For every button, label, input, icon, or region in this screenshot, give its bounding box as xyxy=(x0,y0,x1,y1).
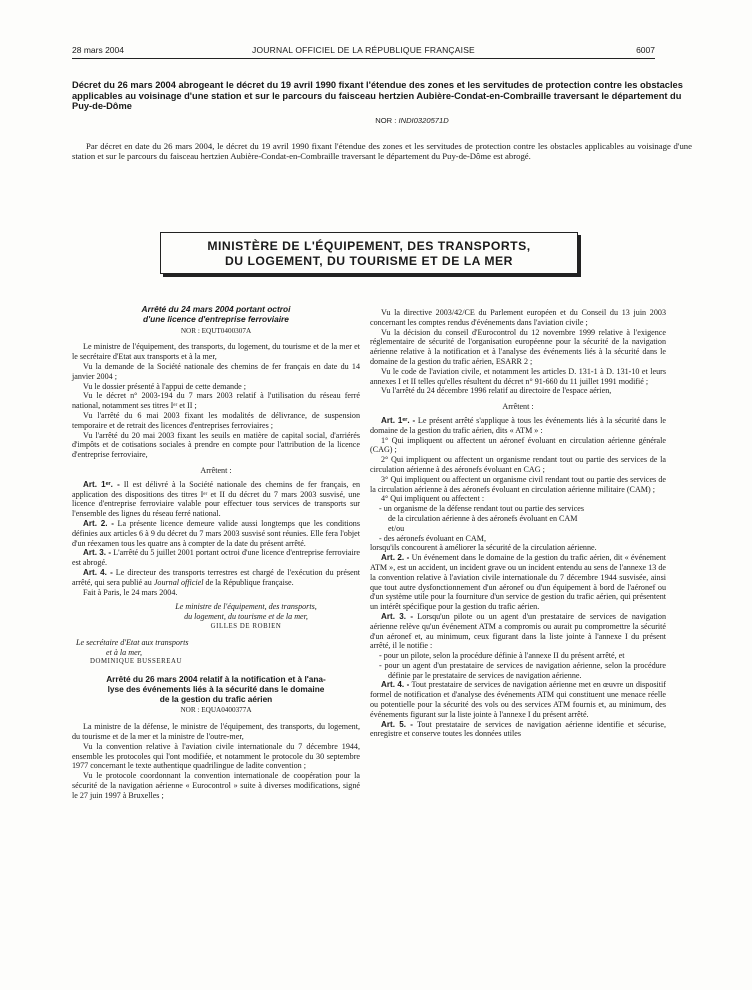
left-column xyxy=(72,305,360,801)
arrete1-article-4-text-b: de la République française. xyxy=(203,577,294,587)
decree-nor-value: INDI0320571D xyxy=(398,115,449,125)
arrete2-dash-1b: de la circulation aérienne à des aéronefs évoluant en CAM xyxy=(388,513,578,523)
arrete1-nor-value: EQUT0400307A xyxy=(201,326,252,335)
arrete1-arretent: Arrêtent : xyxy=(200,465,232,475)
arrete2-article-3-label: Art. 3. - xyxy=(381,611,414,621)
arrete1-article-3-label: Art. 3. - xyxy=(83,548,112,558)
arrete2-dash-1c: et/ou xyxy=(388,523,405,533)
arrete2-article-1-text: Le présent arrêté s'applique à tous les événements liés à la sécurité dans le domaine de la gestion du trafic aérien, dits « ATM » : xyxy=(370,415,666,435)
arrete1-article-1 xyxy=(72,480,360,519)
arrete2-visa-4: Vu la décision du conseil d'Eurocontrol du 12 novembre 1999 relative à l'exigence réglementaire de sécurité de l'organisation européenne pour la sécurité de la navigation aérienne relative à la notification et à l'analyse des événements liés à la sécurité dans le domaine de la gestion du trafic aérien, ESARR 2 ; xyxy=(370,327,666,366)
header-date: 28 mars 2004 xyxy=(72,45,124,55)
arrete2-title-line-3: de la gestion du trafic aérien xyxy=(159,693,273,704)
arrete2-dash-2: - des aéronefs évoluant en CAM, xyxy=(379,533,486,543)
decree-title: Décret du 26 mars 2004 abrogeant le décret du 19 avril 1990 fixant l'étendue des zones et les servitudes de protection contre les obstacles applicables au voisinage d'une station et sur le parcours du faisceau hertzien Aubière-Condat-en-Combraille traversant le département du Puy-de-Dôme xyxy=(72,80,683,111)
arrete2-article-5 xyxy=(370,720,666,740)
arrete2-item-2: 2° Qui impliquent ou affectent un organisme rendant tout ou partie des services de la circulation aérienne à des aéronefs évoluant en CAG ; xyxy=(370,455,666,474)
arrete2-article-4-text: Tout prestataire de services de navigation aérienne met en œuvre un dispositif formel de notification et d'analyse des événements ATM qui constituent une menace réelle ou potentielle pour la sécurité des vols ou des services ATM fournis et, au minimum, des événements figurant sur la liste jointe à l'annexe I du présent arrêté. xyxy=(370,680,666,719)
arrete2-article-3-text: Lorsqu'un pilote ou un agent d'un prestataire de services de navigation aérienne relève qu'un événement ATM a compromis ou aurait pu compromettre la sécurité d'un aéronef et, au minimum, ceux figurant dans la liste jointe à l'annexe I du présent arrêté, il le notifie : xyxy=(370,611,666,651)
arrete1-article-1-text: Il est délivré à la Société nationale des chemins de fer français, en application des dispositions des titres Iᵉʳ et II du décret du 7 mars 2003 susvisé, une licence d'entreprise ferroviaire valable pour effectuer tous services de transports sur l'ensemble des lignes du réseau ferré national. xyxy=(72,479,360,519)
arrete1-visa-4: Vu l'arrêté du 6 mai 2003 fixant les modalités de délivrance, de suspension temporaire et de retrait des licences d'entreprises ferroviaires ; xyxy=(72,410,360,430)
arrete2-article-2-text: Un événement dans le domaine de la gestion du trafic aérien, dit « événement ATM », est un accident, un incident grave ou un incident entendu au sens de l'annexe 13 de la convention relative à l'aviation civile internationale du 7 décembre 1944 susvisée, ainsi que tout autre dysfonctionnement d'un aéronef ou d'un équipement à bord de l'aéronef ou d'un système utile pour la fourniture d'un service de gestion du trafic aérien, qui présentent un intérêt spécifique pour la gestion du trafic aérien. xyxy=(370,553,666,612)
arrete1-visa-5: Vu l'arrêté du 20 mai 2003 fixant les seuils en matière de capital social, d'arriérés d'impôts et de cotisations sociales à prendre en compte pour l'attribution de la licence d'entreprise ferroviaire, xyxy=(72,430,360,460)
arrete1-title-line-2: d'une licence d'entreprise ferroviaire xyxy=(143,313,289,324)
arrete1-signatory-1-title-b: du logement, du tourisme et de la mer, xyxy=(184,612,308,622)
arrete1-article-4 xyxy=(72,568,360,588)
decree-body: Par décret en date du 26 mars 2004, le décret du 19 avril 1990 fixant l'étendue des zones et les servitudes de protection contre les obstacles applicables au voisinage d'une station et sur le parcours du faisceau hertzien Aubière-Condat-en-Combraille traversant le département du Puy-de-Dôme est abrogé. xyxy=(72,140,692,161)
arrete2-dash-3: - pour un pilote, selon la procédure définie à l'annexe II du présent arrêté, et xyxy=(379,651,625,661)
arrete1-signatory-1-name: GILLES DE ROBIEN xyxy=(210,622,282,630)
arrete1-article-2 xyxy=(72,519,360,548)
arrete2-item-5: lorsqu'ils concourent à améliorer la sécurité de la circulation aérienne. xyxy=(370,543,597,553)
arrete1-fait: Fait à Paris, le 24 mars 2004. xyxy=(83,587,178,597)
arrete2-nor-value: EQUA0400377A xyxy=(201,706,252,715)
arrete2-article-3 xyxy=(370,612,666,651)
arrete2-nor-label: NOR : xyxy=(180,706,200,715)
arrete2-nor xyxy=(72,706,360,716)
arrete1-article-3 xyxy=(72,548,360,568)
arrete1-article-1-label: Art. 1ᵉʳ. - xyxy=(83,479,120,489)
arrete2-item-1: 1° Qui impliquent ou affectent un aéronef évoluant en circulation aérienne générale (CAG) ; xyxy=(370,435,666,455)
arrete2-visa-1: Vu la convention relative à l'aviation civile internationale du 7 décembre 1944, ensemble les protocoles qui l'ont modifiée, et notamment le protocole du 30 septembre 1977 concernant le texte authentique quadrilingue de ladite convention ; xyxy=(72,741,360,771)
arrete1-visa-2: Vu le dossier présenté à l'appui de cette demande ; xyxy=(83,381,247,391)
arrete2-article-5-label: Art. 5. - xyxy=(381,719,414,729)
ministry-line-1: MINISTÈRE DE L'ÉQUIPEMENT, DES TRANSPORTS, xyxy=(207,239,531,253)
arrete2-article-2 xyxy=(370,553,666,612)
arrete2-item-3: 3° Qui impliquent ou affectent un organisme civil rendant tout ou partie des services de la circulation aérienne à des aéronefs évoluant en circulation aérienne militaire (CAM) ; xyxy=(370,474,666,494)
header-journal-title: JOURNAL OFFICIEL DE LA RÉPUBLIQUE FRANÇAISE xyxy=(252,45,475,55)
arrete1-article-4-label: Art. 4. - xyxy=(83,567,113,577)
arrete1-signatory-1-title-a: Le ministre de l'équipement, des transports, xyxy=(175,602,317,612)
arrete2-visa-2: Vu le protocole coordonnant la convention internationale de coopération pour la sécurité de la navigation aérienne « Eurocontrol » suite à diverses modifications, signé le 27 juin 1997 à Bruxelles ; xyxy=(72,771,360,800)
arrete2-article-1 xyxy=(370,416,666,436)
arrete2-article-4-label: Art. 4. - xyxy=(381,680,410,690)
arrete1-article-4-journal: Journal officiel xyxy=(153,577,204,587)
arrete2-article-4 xyxy=(370,680,666,719)
arrete1-signatory-2-title-a: Le secrétaire d'Etat aux transports xyxy=(76,637,189,647)
arrete2-visa-5: Vu le code de l'aviation civile, et notamment les articles D. 131-1 à D. 131-10 et leurs annexes I et II telles qu'elles résultent du décret n° 91-660 du 11 juillet 1991 modifié ; xyxy=(370,366,666,386)
arrete1-title-line-1: Arrêté du 24 mars 2004 portant octroi xyxy=(141,304,291,314)
right-column xyxy=(370,308,666,739)
arrete1-article-2-label: Art. 2. - xyxy=(83,518,114,528)
page-header xyxy=(72,45,655,59)
arrete1-preamble: Le ministre de l'équipement, des transports, du logement, du tourisme et de la mer et le secrétaire d'Etat aux transports et à la mer, xyxy=(72,342,360,362)
decree-nor-label: NOR : xyxy=(375,115,397,125)
arrete1-signatory-2-name: DOMINIQUE BUSSEREAU xyxy=(90,658,183,666)
header-rule xyxy=(72,58,655,59)
arrete2-article-2-label: Art. 2. - xyxy=(381,553,410,563)
arrete2-item-4: 4° Qui impliquent ou affectent : xyxy=(381,494,485,504)
arrete2-visa-3: Vu la directive 2003/42/CE du Parlement européen et du Conseil du 13 juin 2003 concernant les comptes rendus d'événements dans l'aviation civile ; xyxy=(370,308,666,327)
arrete1-article-4-text-a: Le directeur des transports terrestres est chargé de l'exécution du présent arrêté, qui sera publié au xyxy=(72,567,360,587)
ministry-line-2: DU LOGEMENT, DU TOURISME ET DE LA MER xyxy=(225,254,513,268)
arrete2-article-5-text: Tout prestataire de services de navigation aérienne identifie et sécurise, enregistre et conserve toutes les données utiles xyxy=(370,719,666,739)
arrete1-visa-3: Vu le décret n° 2003-194 du 7 mars 2003 relatif à l'utilisation du réseau ferré national, notamment ses titres Iᵉʳ et II ; xyxy=(72,391,360,411)
arrete1-nor xyxy=(72,327,360,337)
arrete2-title-line-1: Arrêté du 26 mars 2004 relatif à la notification et à l'ana- xyxy=(106,674,326,685)
arrete2-title-line-2: lyse des événements liés à la sécurité dans le domaine xyxy=(107,683,325,694)
arrete1-signatory-2-title-b: et à la mer, xyxy=(106,647,142,657)
arrete2-dash-4: - pour un agent d'un prestataire de services de navigation aérienne, selon la procédure définie par le prestataire de services de navigation aérienne. xyxy=(379,660,666,680)
arrete1-article-2-text: La présente licence demeure valide aussi longtemps que les conditions définies aux articles 6 à 9 du décret du 7 mars 2003 susvisé sont réunies. Elle fera l'objet d'un réexamen tous les quatre ans à compter de la date du présent arrêté. xyxy=(72,518,360,548)
arrete1-nor-label: NOR : xyxy=(180,326,200,335)
decree-section xyxy=(72,80,692,161)
arrete1-visa-1: Vu la demande de la Société nationale des chemins de fer français en date du 14 janvier 2004 ; xyxy=(72,361,360,381)
header-page-number: 6007 xyxy=(636,45,655,55)
arrete1-article-3-text: L'arrêté du 5 juillet 2001 portant octroi d'une licence d'entreprise ferroviaire est abrogé. xyxy=(72,548,360,568)
arrete2-visa-6: Vu l'arrêté du 24 décembre 1996 relatif au directoire de l'espace aérien, xyxy=(381,386,612,396)
arrete2-arretent: Arrêtent : xyxy=(502,402,534,412)
arrete2-article-1-label: Art. 1ᵉʳ. - xyxy=(381,415,416,425)
arrete2-preamble: La ministre de la défense, le ministre de l'équipement, des transports, du logement, du tourisme et de la mer et la ministre de l'outre-mer, xyxy=(72,722,360,742)
arrete2-dash-1a: - un organisme de la défense rendant tout ou partie des services xyxy=(379,504,585,514)
decree-nor xyxy=(72,116,692,125)
ministry-heading-box xyxy=(160,232,578,274)
